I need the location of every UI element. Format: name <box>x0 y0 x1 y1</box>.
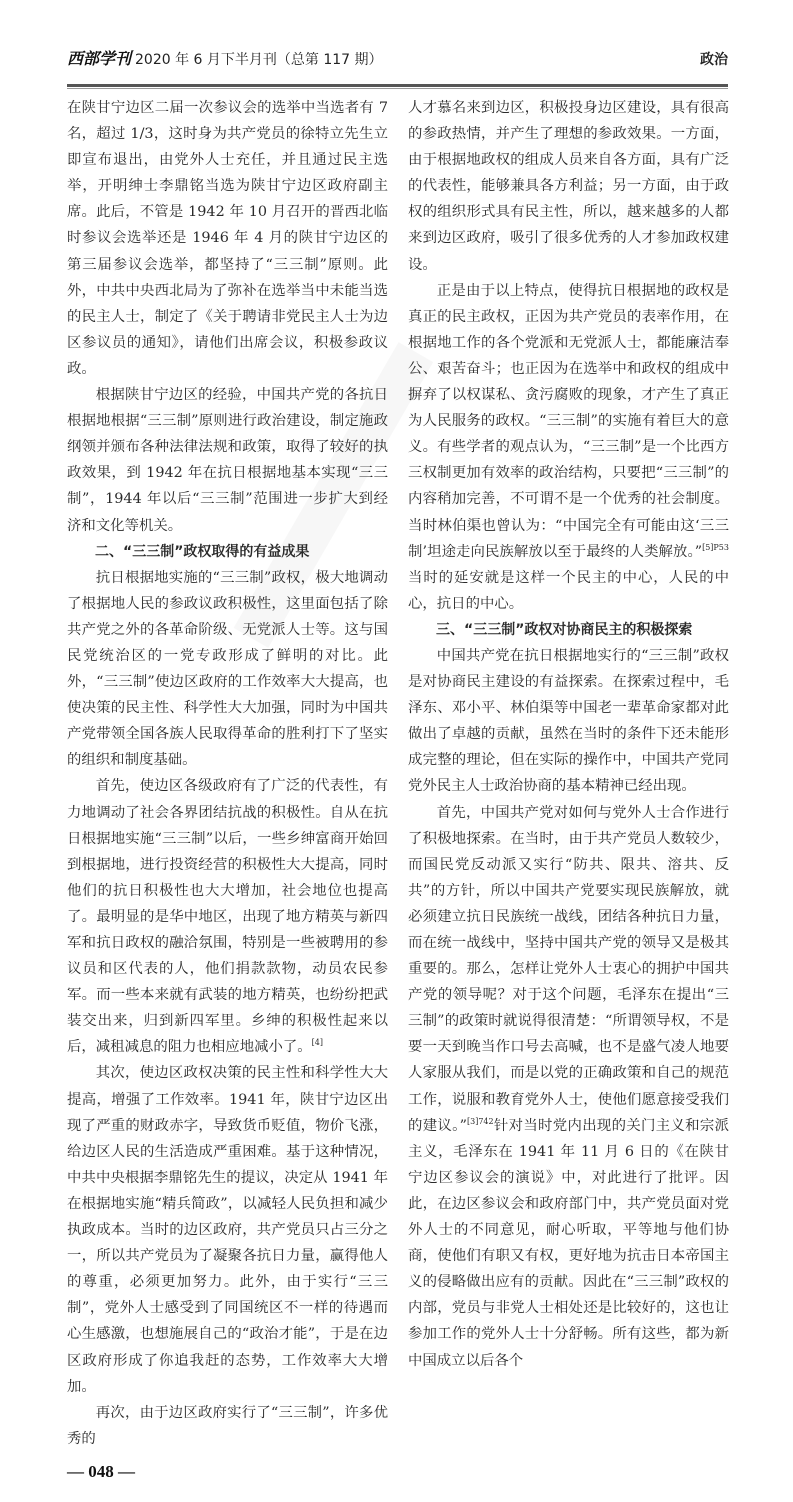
paragraph-text: 正是由于以上特点，使得抗日根据地的政权是真正的民主政权，正因为共产党员的表率作用，在根据地工作的各个党派和无党派人士，都能廉洁奉公、艰苦奋斗；也正因为在选举中和政权的组成中摒弃了以权谋私、贪污腐败的现象，才产生了真正为人民服务的政权。“三三制”的实施有着巨大的意义。有些学者的观点认为，“三三制”是一个比西方三权制更加有效率的政治结构，只要把“三三制”的内容稍加完善，不可谓不是一个优秀的社会制度。当时林伯渠也曾认为：“中国完全有可能由这‘三三制’坦途走向民族解放以至于最终的人类解放。” <box>408 282 729 560</box>
right-column <box>408 95 729 1374</box>
paragraph: 抗日根据地实施的“三三制”政权，极大地调动了根据地人民的参政议政积极性，这里面包括了除共产党之外的各革命阶级、无党派人士等。这与国民党统治区的一党专政形成了鲜明的对比。此外，“三三制”使边区政府的工作效率大大提高，也使决策的民主性、科学性大大加强，同时为中国共产党带领全国各族人民取得革命的胜利打下了坚实的组织和制度基础。 <box>67 569 388 769</box>
paragraph-text: 针对当时党内出现的关门主义和宗派主义，毛泽东在 1941 年 11 月 6 日的《在陕甘宁边区参议会的演说》中，对此进行了批评。因此，在边区参议会和政府部门中，共产党员面对党外人士的不同意见，耐心听取，平等地与他们协商，使他们有职又有权，更好地为抗击日本帝国主义的侵略做出应有的贡献。因此在“三三制”政权的内部，党员与非党人士相处还是比较好的，这也让参加工作的党外人士十分舒畅。所有这些，都为新中国成立以后各个 <box>408 1117 729 1369</box>
citation: [4] <box>311 1038 323 1048</box>
header-rule-thin <box>67 88 728 89</box>
issue-info: 2020 年 6 月下半月刊（总第 117 期） <box>135 52 383 68</box>
citation: [3]742 <box>467 1116 494 1126</box>
paragraph <box>408 800 729 1374</box>
paragraph: 根据陕甘宁边区的经验，中国共产党的各抗日根据地根据“三三制”原则进行政治建设，制定施政纲领并颁布各种法律法规和政策，取得了较好的执政效果，到 1942 年在抗日根据地基本实现“三三制”，1944 年以后“三三制”范围进一步扩大到经济和文化等机关。 <box>67 387 388 534</box>
section-heading: 二、“三三制”政权取得的有益成果 <box>95 543 310 560</box>
paragraph-text: 首先，使边区各级政府有了广泛的代表性，有力地调动了社会各界团结抗战的积极性。自从在抗日根据地实施“三三制”以后，一些乡绅富商开始回到根据地，进行投资经营的积极性大大提高，同时他们的抗日积极性也大大增加，社会地位也提高了。最明显的是华中地区，出现了地方精英与新四军和抗日政权的融洽氛围，特别是一些被聘用的参议员和区代表的人，他们捐款款物，动员农民参军。而一些本来就有武装的地方精英，也纷纷把武装交出来，归到新四军里。乡绅的积极性起来以后，减租减息的阻力也相应地减小了。 <box>67 778 388 1056</box>
paragraph <box>67 773 388 1060</box>
paragraph: 其次，使边区政权决策的民主性和科学性大大提高，增强了工作效率。1941 年，陕甘宁边区出现了严重的财政赤字，导致货币贬值，物价飞涨，给边区人民的生活造成严重困难。基于这种情况，中共中央根据李鼎铭先生的提议，决定从 1941 年在根据地实施“精兵简政”，以减轻人民负担和减少执政成本。当时的边区政府，共产党员只占三分之一，所以共产党员为了凝聚各抗日力量，赢得他人的尊重，必须更加努力。此外，由于实行“三三制”，党外人士感受到了同国统区不一样的待遇而心生感激，也想施展自己的“政治才能”，于是在边区政府形成了你追我赶的态势，工作效率大大增加。 <box>67 1065 388 1395</box>
paragraph-text: 当时的延安就是这样一个民主的中心，人民的中心，抗日的中心。 <box>408 569 729 612</box>
page-number: — 048 — <box>67 1461 135 1481</box>
columns <box>67 95 728 1452</box>
left-column <box>67 95 388 1452</box>
paragraph: 中国共产党在抗日根据地实行的“三三制”政权是对协商民主建设的有益探索。在探索过程中，毛泽东、邓小平、林伯渠等中国老一辈革命家都对此做出了卓越的贡献，虽然在当时的条件下还未能形成完整的理论，但在实际的操作中，中国共产党同党外民主人士政治协商的基本精神已经出现。 <box>408 647 729 795</box>
header-rule <box>67 84 728 87</box>
paragraph <box>408 278 729 617</box>
paragraph: 人才慕名来到边区，积极投身边区建设，具有很高的参政热情，并产生了理想的参政效果。一方面，由于根据地政权的组成人员来自各方面，具有广泛的代表性，能够兼具各方利益；另一方面，由于政权的组织形式具有民主性，所以，越来越多的人都来到边区政府，吸引了很多优秀的人才参加政权建设。 <box>408 100 729 273</box>
journal-logo: 西部学刊 <box>67 49 132 68</box>
citation: [5]P53 <box>702 542 729 552</box>
page-header <box>67 46 728 84</box>
section-title: 政治 <box>700 52 728 68</box>
paragraph: 再次，由于边区政府实行了“三三制”，许多优秀的 <box>67 1404 388 1447</box>
paragraph: 在陕甘宁边区二届一次参议会的选举中当选者有 7 名，超过 1/3，这时身为共产党员的徐特立先生立即宣布退出，由党外人士充任，并且通过民主选举，开明绅士李鼎铭当选为陕甘宁边区政府副主席。此后，不管是 1942 年 10 月召开的晋西北临时参议会选举还是 1946 年 4 月的陕甘宁边区的第三届参议会选举，都坚持了“三三制”原则。此外，中共中央西北局为了弥补在选举当中未能当选的民主人士，制定了《关于聘请非党民主人士为边区参议员的通知》，请他们出席会议，积极参政议政。 <box>67 100 388 377</box>
section-heading: 三、“三三制”政权对协商民主的积极探索 <box>436 621 693 638</box>
paragraph-text: 首先，中国共产党对如何与党外人士合作进行了积极地探索。在当时，由于共产党员人数较少，而国民党反动派又实行“防共、限共、溶共、反共”的方针，所以中国共产党要实现民族解放，就必须建立抗日民族统一战线，团结各种抗日力量，而在统一战线中，坚持中国共产党的领导又是极其重要的。那么，怎样让党外人士衷心的拥护中国共产党的领导呢？对于这个问题，毛泽东在提出“三三制”的政策时就说得很清楚：“所谓领导权，不是要一天到晚当作口号去高喊，也不是盛气凌人地要人家服从我们，而是以党的正确政策和自己的规范工作，说服和教育党外人士，使他们愿意接受我们的建议。” <box>408 804 729 1134</box>
